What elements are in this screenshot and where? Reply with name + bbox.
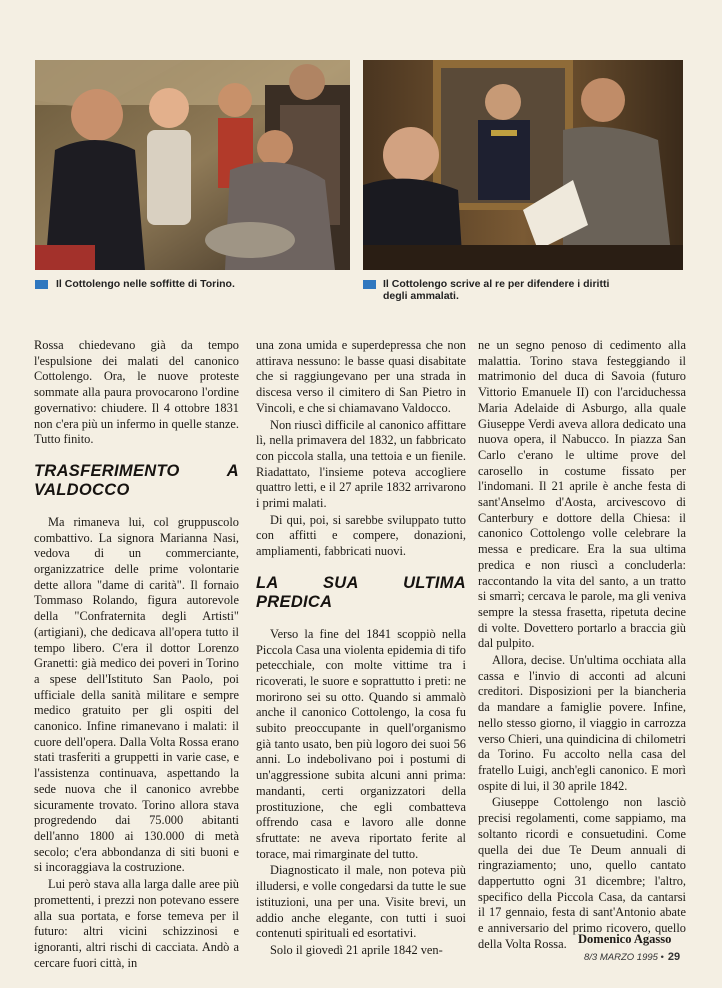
bleed-through-text (40, 30, 690, 52)
image-caption-left: Il Cottolengo nelle soffitte di Torino. (56, 278, 235, 290)
paragraph: Lui però stava alla larga dalle aree più promettenti, i prezzi non potevano essere alla sua portata, e forse temeva per il futuro: altri vicini schizzinosi e ignoranti, altri rischi di cacciata. Andò a cercare fuori città, in (34, 877, 239, 970)
article-column-2 (256, 338, 466, 959)
paragraph: Rossa chiedevano già da tempo l'espulsione dei malati del canonico Cottolengo. Ora, le nuove proteste sommate alla paura provocarono l'ordine governativo: chiudere. Il 4 ottobre 1831 non c'era più un infermo in quelle stanze. Tutto finito. (34, 338, 239, 447)
section-heading: LA SUA ULTIMA PREDICA (256, 573, 466, 611)
paragraph: Giuseppe Cottolengo non lasciò precisi regolamenti, come sappiamo, ma soltanto ricordi e consuetudini. Come quella dei due Te Deum annuali di ringraziamento; uno, quello cantato dappertutto ogni 31 dicembre; l'altro, specifico della Piccola Casa, da cantarsi il 17 gennaio, festa di sant'Antonio abate e anniversario del primo ricovero, quello della Volta Rossa. (478, 795, 686, 951)
paragraph: Non riuscì difficile al canonico affittare lì, nella primavera del 1832, un fabbricato con piccola stalla, una tettoia e un fienile. Riadattato, l'insieme poteva accogliere quattro letti, e il 27 aprile 1832 arrivarono i primi malati. (256, 417, 466, 511)
paragraph: Di qui, poi, si sarebbe sviluppato tutto con affitti e compere, donazioni, ampliamenti, fabbricati nuovi. (256, 512, 466, 559)
section-heading: TRASFERIMENTO A VALDOCCO (34, 461, 239, 499)
article-column-1 (34, 338, 239, 971)
painting-cottolengo-writes-king (363, 60, 683, 270)
author-signature: Domenico Agasso (578, 932, 672, 946)
issue-date: 8/3 MARZO 1995 • (584, 952, 664, 963)
paragraph: una zona umida e superdepressa che non attirava nessuno: le basse quasi disabitate che si raggiungevano per una strada in discesa verso il cimitero di San Pietro in Vincoli, e che si chiamavano Valdocco. (256, 338, 466, 415)
paragraph: Ma rimaneva lui, col gruppuscolo combattivo. La signora Marianna Nasi, vedova di un commerciante, organizzatrice delle prime volontarie dette allora "dame di carità". Il fornaio Tommaso Rolando, figura autorevole della "Confraternita degli Artisti" (artigiani), che dedicava all'opera tutto il tempo libero. C'era il dottor Lorenzo Granetti: già medico dei poveri in Torino a spese dell'Istituto San Paolo, poi ufficiale della sanità militare e sempre medico gratuito per gli ospiti del canonico. Infine rimanevano i malati: il cuore dell'opera. Dalla Volta Rossa erano stati trasferiti a gruppetti in varie case, e l'assistenza continuava, aspettando la sede nuova che il canonico avrebbe sicuramente trovato. Torino allora stava progredendo dai 75.000 abitanti dell'anno 1800 ai 130.000 di metà secolo; c'era abbondanza di siti buoni e si incoraggiava la costruzione. (34, 514, 239, 875)
article-column-3 (478, 338, 686, 952)
painting-cottolengo-attics (35, 60, 350, 270)
paragraph: Verso la fine del 1841 scoppiò nella Piccola Casa una violenta epidemia di tifo petecchiale, con molte vittime tra i ricoverati, le suore e soprattutto i preti: ne morirono sei su otto. Quando si ammalò anche il canonico Cottolengo, la cosa fu subito preoccupante in quell'organismo già tanto usato, ben più logoro dei suoi 56 anni. Lo indebolivano poi i postumi di un'aggressione subita alcuni anni prima: mandanti, certi organizzatori della prostituzione, che egli combatteva offrendo casa e lavoro alle donne sfruttate: ne aveva riportato ferite al torace, mai rimarginate del tutto. (256, 626, 466, 861)
image-caption-right: Il Cottolengo scrive al re per difendere i diritti degli ammalati. (383, 278, 610, 302)
page-footer (584, 951, 680, 963)
paragraph: Solo il giovedì 21 aprile 1842 ven- (270, 942, 443, 957)
caption-marker (35, 280, 48, 289)
paragraph: Diagnosticato il male, non poteva più illudersi, e volle congedarsi da tutte le sue istituzioni, una per una. Visite brevi, un addio anche elegante, con tutti i suoi contenuti spirituali ed esortativi. (256, 863, 466, 941)
paragraph: ne un segno penoso di cedimento alla malattia. Torino stava festeggiando il matrimonio del duca di Savoia (futuro Vittorio Emanuele II) con l'arciduchessa Maria Adelaide di Asburgo, alla quale Giuseppe Verdi aveva allora dedicato una nuova opera, il Nabucco. In piazza San Carlo c'erano le ultime prove del carosello in costume fissato per l'indomani. Il 21 aprile è anche festa di sant'Anselmo d'Aosta, arcivescovo di Canterbury e dottore della Chiesa: il canonico Cottolengo volle celebrare la messa e predicare. Era la sua ultima predica e non riuscì a concluderla: raccontando la vita del santo, a un tratto si smarrì; cercava le parole, ma gli veniva sempre la stessa frasetta, ripetuta decine di volte. Dovettero portarlo a braccia giù dal pulpito. (478, 338, 686, 651)
paragraph: Allora, decise. Un'ultima occhiata alla cassa e l'invio di acconti ad alcuni creditori. Disposizioni per la biancheria da mandare a famiglie povere. Infine, nello stesso giorno, il viaggio in carrozza verso Chieri, una quindicina di chilometri da Torino. Fu accolto nella casa del fratello Luigi, anch'egli canonico. E morì ospite di lui, il 30 aprile 1842. (478, 653, 686, 793)
caption-marker (363, 280, 376, 289)
page-number: 29 (667, 951, 681, 963)
